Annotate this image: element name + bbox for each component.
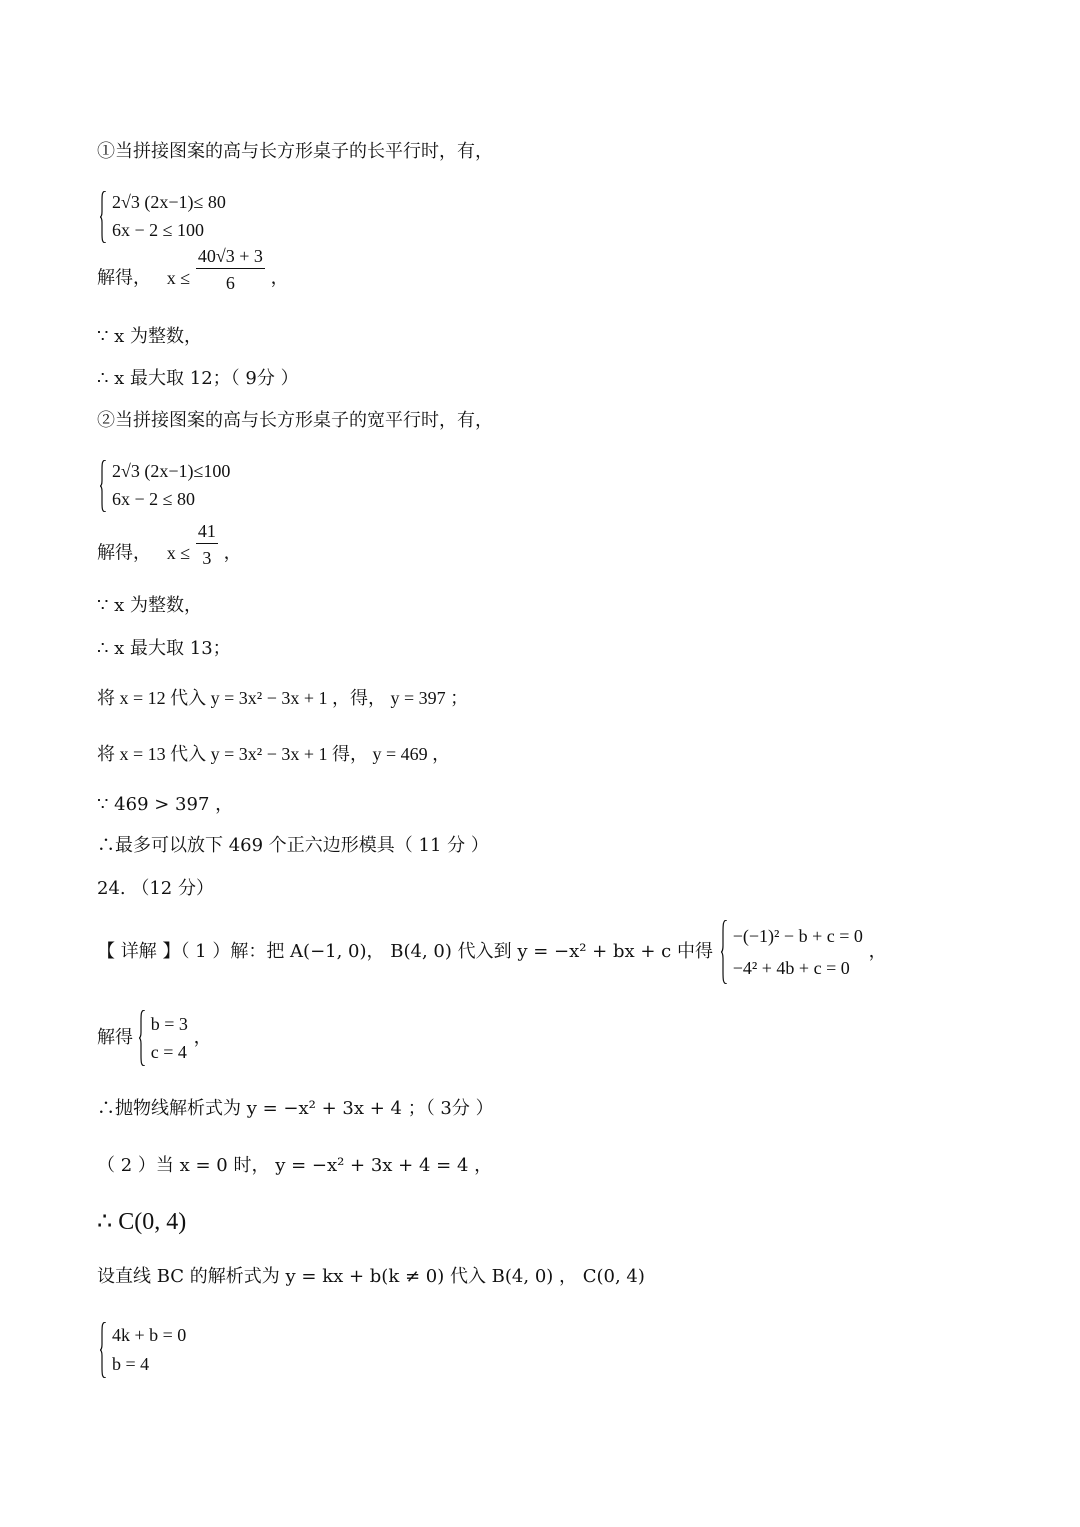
case1-therefore: ∴ x 最大取 12；（ 9分 ） bbox=[97, 368, 299, 389]
q24-final-row2: b = 4 bbox=[112, 1354, 150, 1374]
q24-detail bbox=[97, 920, 887, 984]
case2-frac-num: 41 bbox=[196, 522, 218, 544]
left-brace-icon bbox=[721, 920, 727, 984]
case1-frac-num: 40√3 + 3 bbox=[196, 247, 265, 269]
case2-solve-suffix: ， bbox=[223, 542, 242, 564]
case2-solve-lhs: x ≤ bbox=[166, 542, 191, 563]
case1-solve-suffix: ， bbox=[270, 267, 289, 289]
q24-detail-sys-row1: −(−1)² − b + c = 0 bbox=[732, 926, 863, 946]
q24-solve-system bbox=[139, 1010, 188, 1066]
substitution-compare: ∵ 469 > 397 ， bbox=[97, 794, 234, 815]
case2-because: ∵ x 为整数， bbox=[97, 595, 203, 616]
case1-because: ∵ x 为整数， bbox=[97, 326, 203, 347]
case2-solution bbox=[97, 521, 242, 568]
left-brace-icon bbox=[139, 1010, 145, 1066]
q24-point-c: ∴ C(0, 4) bbox=[97, 1209, 187, 1235]
q24-detail-text: 【 详解 】（ 1 ）解：把 A(−1, 0)， B(4, 0) 代入到 y = −x² + bx + c 中得 bbox=[97, 941, 713, 962]
case1-fraction bbox=[196, 247, 265, 292]
q24-solve-suffix: ， bbox=[193, 1027, 212, 1048]
q24-line-bc: 设直线 BC 的解析式为 y = kx + b(k ≠ 0) 代入 B(4, 0) ， C(0, 4) bbox=[97, 1266, 645, 1287]
left-brace-icon bbox=[100, 1322, 106, 1378]
case1-solution bbox=[97, 246, 289, 293]
case2-fraction bbox=[196, 522, 218, 567]
substitution-line1: 将 x = 12 代入 y = 3x² − 3x + 1 ，得， y = 397 ； bbox=[97, 688, 469, 708]
q24-header: 24. （12 分） bbox=[97, 878, 214, 899]
case1-solve-prefix: 解得， bbox=[97, 267, 151, 289]
left-brace-icon bbox=[100, 460, 106, 512]
q24-solve-row2: c = 4 bbox=[150, 1042, 187, 1062]
case2-sys-row2: 6x − 2 ≤ 80 bbox=[112, 489, 196, 509]
q24-solve-prefix: 解得 bbox=[97, 1027, 133, 1048]
q24-parabola: ∴抛物线解析式为 y = −x² + 3x + 4 ；（ 3分 ） bbox=[97, 1098, 494, 1119]
q24-detail-system bbox=[721, 920, 863, 984]
case2-therefore: ∴ x 最大取 13； bbox=[97, 638, 231, 659]
left-brace-icon bbox=[100, 191, 106, 243]
case2-intro: ②当拼接图案的高与长方形桌子的宽平行时，有， bbox=[97, 410, 493, 431]
q24-solve-row1: b = 3 bbox=[150, 1014, 188, 1034]
case1-intro: ①当拼接图案的高与长方形桌子的长平行时，有， bbox=[97, 141, 493, 162]
q24-part2: （ 2 ）当 x = 0 时， y = −x² + 3x + 4 = 4 ， bbox=[97, 1155, 493, 1176]
case1-sys-row2: 6x − 2 ≤ 100 bbox=[112, 220, 205, 240]
substitution-conclusion: ∴最多可以放下 469 个正六边形模具（ 11 分 ） bbox=[97, 835, 489, 856]
case1-frac-den: 6 bbox=[225, 273, 235, 293]
case2-sys-row1: 2√3 (2x−1)≤100 bbox=[112, 461, 231, 481]
q24-detail-sys-row2: −4² + 4b + c = 0 bbox=[732, 958, 850, 978]
case1-sys-row1: 2√3 (2x−1)≤ 80 bbox=[112, 192, 226, 212]
case2-frac-den: 3 bbox=[202, 548, 212, 568]
substitution-line2: 将 x = 13 代入 y = 3x² − 3x + 1 得， y = 469 ， bbox=[97, 744, 451, 764]
case1-solve-lhs: x ≤ bbox=[166, 267, 191, 288]
q24-detail-suffix: ， bbox=[868, 941, 887, 962]
q24-final-row1: 4k + b = 0 bbox=[112, 1325, 187, 1345]
q24-solve bbox=[97, 1010, 212, 1066]
case2-solve-prefix: 解得， bbox=[97, 542, 151, 564]
